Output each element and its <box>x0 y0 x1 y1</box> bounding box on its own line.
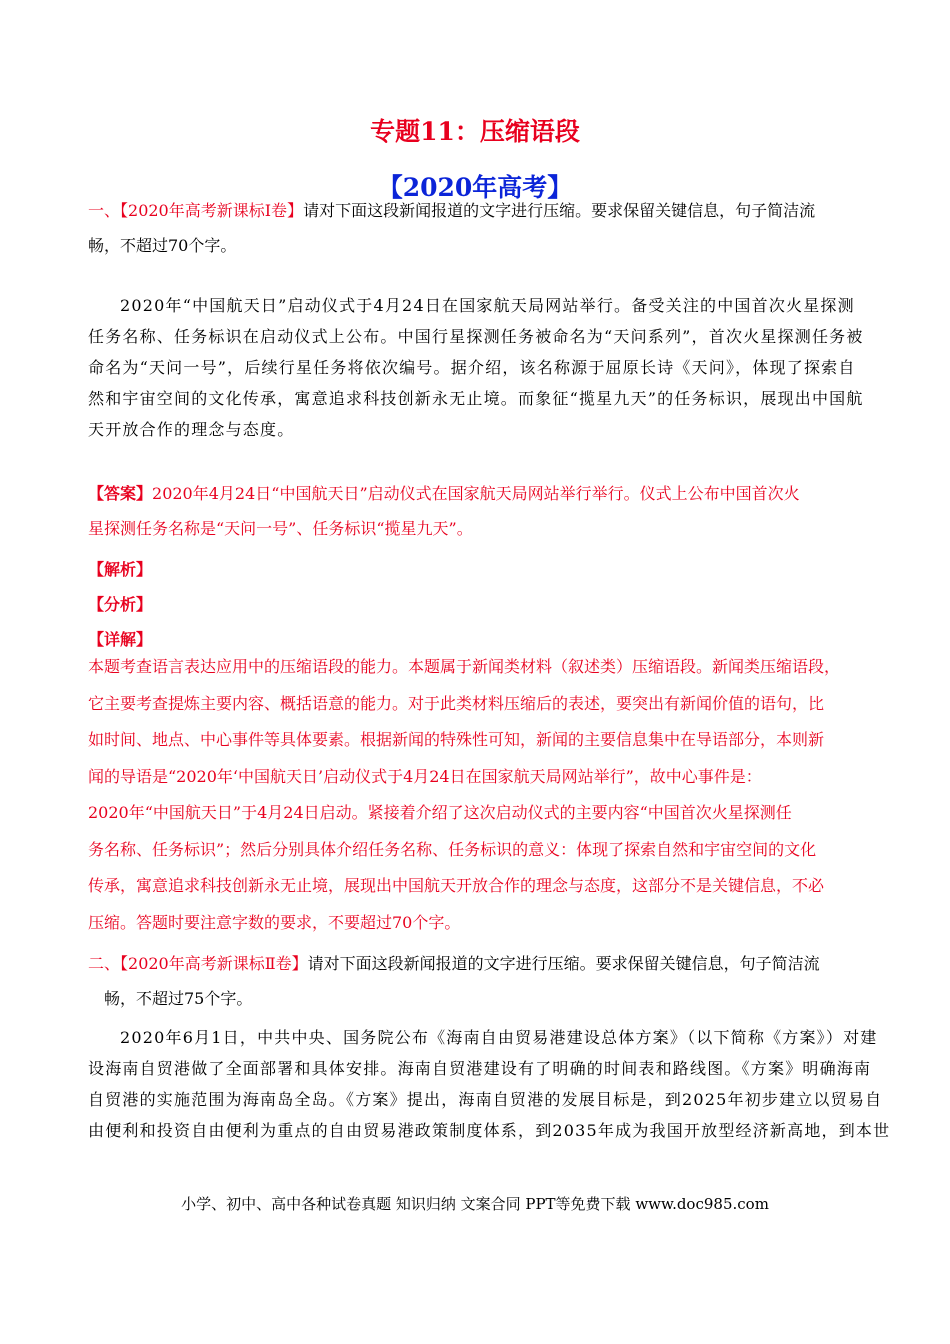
detail-line: 闻的导语是“2020年‘中国航天日’启动仪式于4月24日在国家航天局网站举行”，故中心事件是： <box>88 766 762 786</box>
analysis-tags <box>88 552 863 657</box>
passage-line: 命名为“天问一号”，后续行星任务将依次编号。据介绍，该名称源于屈原长诗《天问》，体现了探索自 <box>88 358 856 377</box>
page-title: 专题11：压缩语段 <box>370 117 580 146</box>
question-2-number: 二、 <box>88 954 121 973</box>
question-2-prompt <box>88 946 863 1016</box>
page-footer: 小学、初中、高中各种试卷真题 知识归纳 文案合同 PPT等免费下载 www.doc985.com <box>181 1195 769 1213</box>
detail-line: 2020年“中国航天日”于4月24日启动。紧接着介绍了这次启动仪式的主要内容“中国首次火星探测任 <box>88 803 792 822</box>
detail-line: 压缩。答题时要注意字数的要求，不要超过70个字。 <box>88 912 461 932</box>
question-1-detail <box>88 649 863 941</box>
passage-line: 由便利和投资自由便利为重点的自由贸易港政策制度体系，到2035年成为我国开放型经济新高地，到本世 <box>88 1121 891 1140</box>
answer-line1: 2020年4月24日“中国航天日”启动仪式在国家航天局网站举行举行。仪式上公布中国首次火 <box>152 484 800 503</box>
detail-line: 如时间、地点、中心事件等具体要素。根据新闻的特殊性可知，新闻的主要信息集中在导语部分，本则新 <box>88 730 825 749</box>
detail-line: 它主要考查提炼主要内容、概括语意的能力。对于此类材料压缩后的表述，要突出有新闻价值的语句，比 <box>88 693 825 713</box>
question-1-prompt-line2: 畅，不超过70个字。 <box>88 236 237 255</box>
section-subtitle: 【2020年高考】 <box>377 173 573 202</box>
question-1-passage <box>88 290 863 445</box>
passage-line: 自贸港的实施范围为海南岛全岛。《方案》提出，海南自贸港的发展目标是，到2025年初步建立以贸易自 <box>88 1090 883 1109</box>
detail-line: 传承，寓意追求科技创新永无止境，展现出中国航天开放合作的理念与态度，这部分不是关键信息，不必 <box>88 876 825 895</box>
answer-line2: 星探测任务名称是“天问一号”、任务标识“揽星九天”。 <box>88 519 473 538</box>
fenxi-tag: 【分析】 <box>88 595 153 614</box>
passage-line: 天开放合作的理念与态度。 <box>88 420 295 439</box>
question-1-source: 【2020年高考新课标Ⅰ卷】 <box>120 201 304 220</box>
passage-line: 任务名称、任务标识在启动仪式上公布。中国行星探测任务被命名为“天问系列”，首次火星探测任务被 <box>88 327 864 346</box>
question-2-prompt-line2: 畅，不超过75个字。 <box>104 989 253 1008</box>
detail-tag: 【详解】 <box>88 630 153 649</box>
passage-line: 然和宇宙空间的文化传承，寓意追求科技创新永无止境。而象征“揽星九天”的任务标识，展现出中国航 <box>88 389 864 408</box>
detail-line: 本题考查语言表达应用中的压缩语段的能力。本题属于新闻类材料（叙述类）压缩语段。新闻类压缩语段， <box>88 657 841 676</box>
question-2-source: 【2020年高考新课标Ⅱ卷】 <box>120 954 308 973</box>
passage-line: 2020年“中国航天日”启动仪式于4月24日在国家航天局网站举行。备受关注的中国首次火星探测 <box>120 296 855 315</box>
passage-line: 2020年6月1日，中共中央、国务院公布《海南自由贸易港建设总体方案》（以下简称《方案》）对建 <box>120 1028 878 1047</box>
question-2-passage <box>88 1022 891 1146</box>
question-1-answer <box>88 476 863 546</box>
detail-line: 务名称、任务标识”；然后分别具体介绍任务名称、任务标识的意义：体现了探索自然和宇宙空间的文化 <box>88 839 817 859</box>
question-1-prompt <box>88 193 863 263</box>
passage-line: 设海南自贸港做了全面部署和具体安排。海南自贸港建设有了明确的时间表和路线图。《方案》明确海南 <box>88 1059 872 1078</box>
analysis-tag: 【解析】 <box>88 560 153 579</box>
answer-tag: 【答案】 <box>88 484 153 503</box>
question-2-prompt-line1: 请对下面这段新闻报道的文字进行压缩。要求保留关键信息，句子简洁流 <box>307 954 820 973</box>
question-1-prompt-line1: 请对下面这段新闻报道的文字进行压缩。要求保留关键信息，句子简洁流 <box>303 201 816 220</box>
question-1-number: 一、 <box>88 201 121 220</box>
